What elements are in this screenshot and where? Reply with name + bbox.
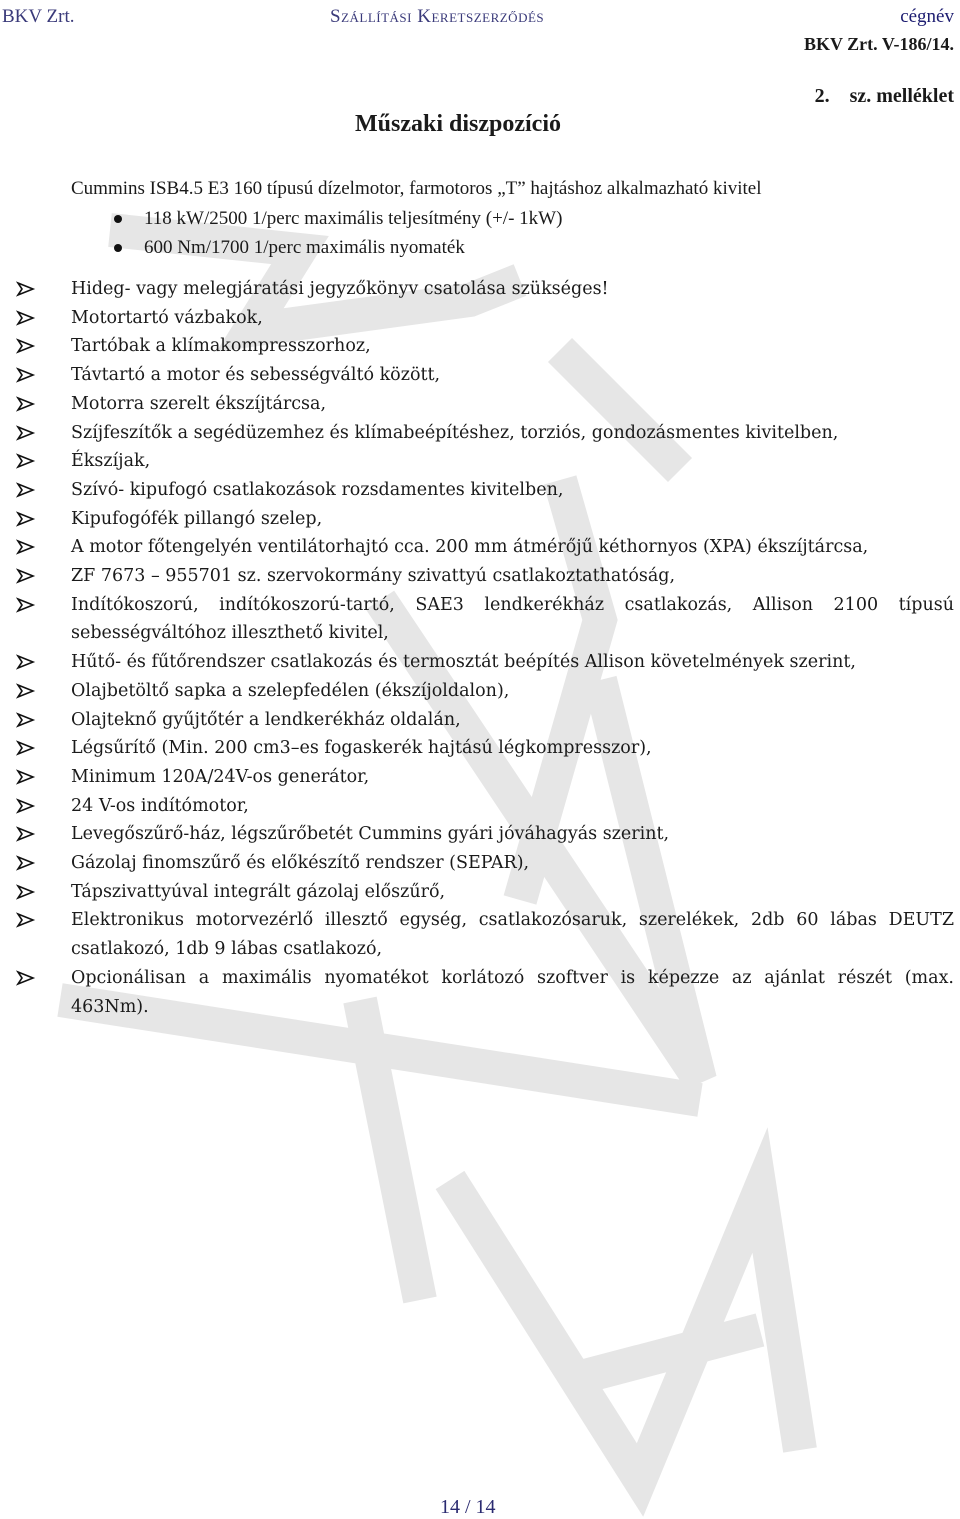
arrow-bullet-icon (16, 798, 36, 814)
list-item: Szíjfeszítők a segédüzemhez és klímabeépítéshez, torziós, gondozásmentes kivitelben, (0, 419, 958, 448)
list-item: Ékszíjak, (0, 447, 958, 476)
arrow-bullet-icon (16, 539, 36, 555)
bullet-icon (114, 244, 122, 252)
arrow-bullet-icon (16, 568, 36, 584)
list-item: Indítókoszorú, indítókoszorú-tartó, SAE3 lendkerékház csatlakozás, Allison 2100 típusú sebességváltóhoz illeszthető kivitel, (0, 591, 958, 648)
requirement-list (0, 275, 958, 1021)
list-item: Légsűrítő (Min. 200 cm3–es fogaskerék hajtású légkompresszor), (0, 734, 958, 763)
spec-item: 600 Nm/1700 1/perc maximális nyomaték (0, 233, 562, 262)
header-company: BKV Zrt. (2, 6, 75, 27)
list-item: Minimum 120A/24V-os generátor, (0, 763, 958, 792)
arrow-bullet-icon (16, 970, 36, 986)
list-item: Olajteknő gyűjtőtér a lendkerékház oldalán, (0, 706, 958, 735)
page-title: Műszaki diszpozíció (355, 111, 562, 137)
list-item: Tápszivattyúval integrált gázolaj előszűrő, (0, 878, 958, 907)
arrow-bullet-icon (16, 338, 36, 354)
contract-number: BKV Zrt. V-186/14. (803, 34, 954, 54)
list-item: Elektronikus motorvezérlő illesztő egység, csatlakozósaruk, szerelékek, 2db 60 lábas DEUTZ csatlakozó, 1db 9 lábas csatlakozó, (0, 906, 958, 963)
header-document-type: Szállítási Keretszerződés (330, 6, 545, 27)
list-item: Gázolaj finomszűrő és előkészítő rendszer (SEPAR), (0, 849, 958, 878)
arrow-bullet-icon (16, 281, 36, 297)
list-item: Tartóbak a klímakompresszorhoz, (0, 332, 958, 361)
page-number: 14 / 14 (440, 1496, 496, 1518)
list-item: Motorra szerelt ékszíjtárcsa, (0, 390, 958, 419)
arrow-bullet-icon (16, 884, 36, 900)
list-item: Opcionálisan a maximális nyomatékot korlátozó szoftver is képezze az ajánlat részét (max. 463Nm). (0, 964, 958, 1021)
spec-list (0, 204, 562, 262)
bullet-icon (114, 215, 122, 223)
arrow-bullet-icon (16, 769, 36, 785)
list-item: Motortartó vázbakok, (0, 304, 958, 333)
arrow-bullet-icon (16, 310, 36, 326)
list-item: Távtartó a motor és sebességváltó között, (0, 361, 958, 390)
arrow-bullet-icon (16, 597, 36, 613)
list-item: Kipufogófék pillangó szelep, (0, 505, 958, 534)
arrow-bullet-icon (16, 855, 36, 871)
spec-item: 118 kW/2500 1/perc maximális teljesítmény (+/- 1kW) (0, 204, 562, 233)
arrow-bullet-icon (16, 425, 36, 441)
list-item: Olajbetöltő sapka a szelepfedélen (ékszíjoldalon), (0, 677, 958, 706)
arrow-bullet-icon (16, 367, 36, 383)
arrow-bullet-icon (16, 511, 36, 527)
arrow-bullet-icon (16, 912, 36, 928)
list-item: 24 V-os indítómotor, (0, 792, 958, 821)
arrow-bullet-icon (16, 712, 36, 728)
arrow-bullet-icon (16, 826, 36, 842)
list-item: ZF 7673 – 955701 sz. szervokormány szivattyú csatlakoztathatóság, (0, 562, 958, 591)
engine-intro: Cummins ISB4.5 E3 160 típusú dízelmotor, farmotoros „T” hajtáshoz alkalmazható kivitel (71, 178, 762, 199)
list-item: Szívó- kipufogó csatlakozások rozsdamentes kivitelben, (0, 476, 958, 505)
list-item: Hideg- vagy melegjáratási jegyzőkönyv csatolása szükséges! (0, 275, 958, 304)
arrow-bullet-icon (16, 740, 36, 756)
arrow-bullet-icon (16, 683, 36, 699)
list-item: Levegőszűrő-ház, légszűrőbetét Cummins gyári jóváhagyás szerint, (0, 820, 958, 849)
arrow-bullet-icon (16, 654, 36, 670)
annex-label: 2. sz. melléklet (814, 85, 954, 107)
header-placeholder: cégnév (900, 6, 954, 27)
list-item: Hűtő- és fűtőrendszer csatlakozás és termosztát beépítés Allison követelmények szerint, (0, 648, 958, 677)
list-item: A motor főtengelyén ventilátorhajtó cca. 200 mm átmérőjű kéthornyos (XPA) ékszíjtárcsa, (0, 533, 958, 562)
arrow-bullet-icon (16, 482, 36, 498)
arrow-bullet-icon (16, 396, 36, 412)
arrow-bullet-icon (16, 453, 36, 469)
